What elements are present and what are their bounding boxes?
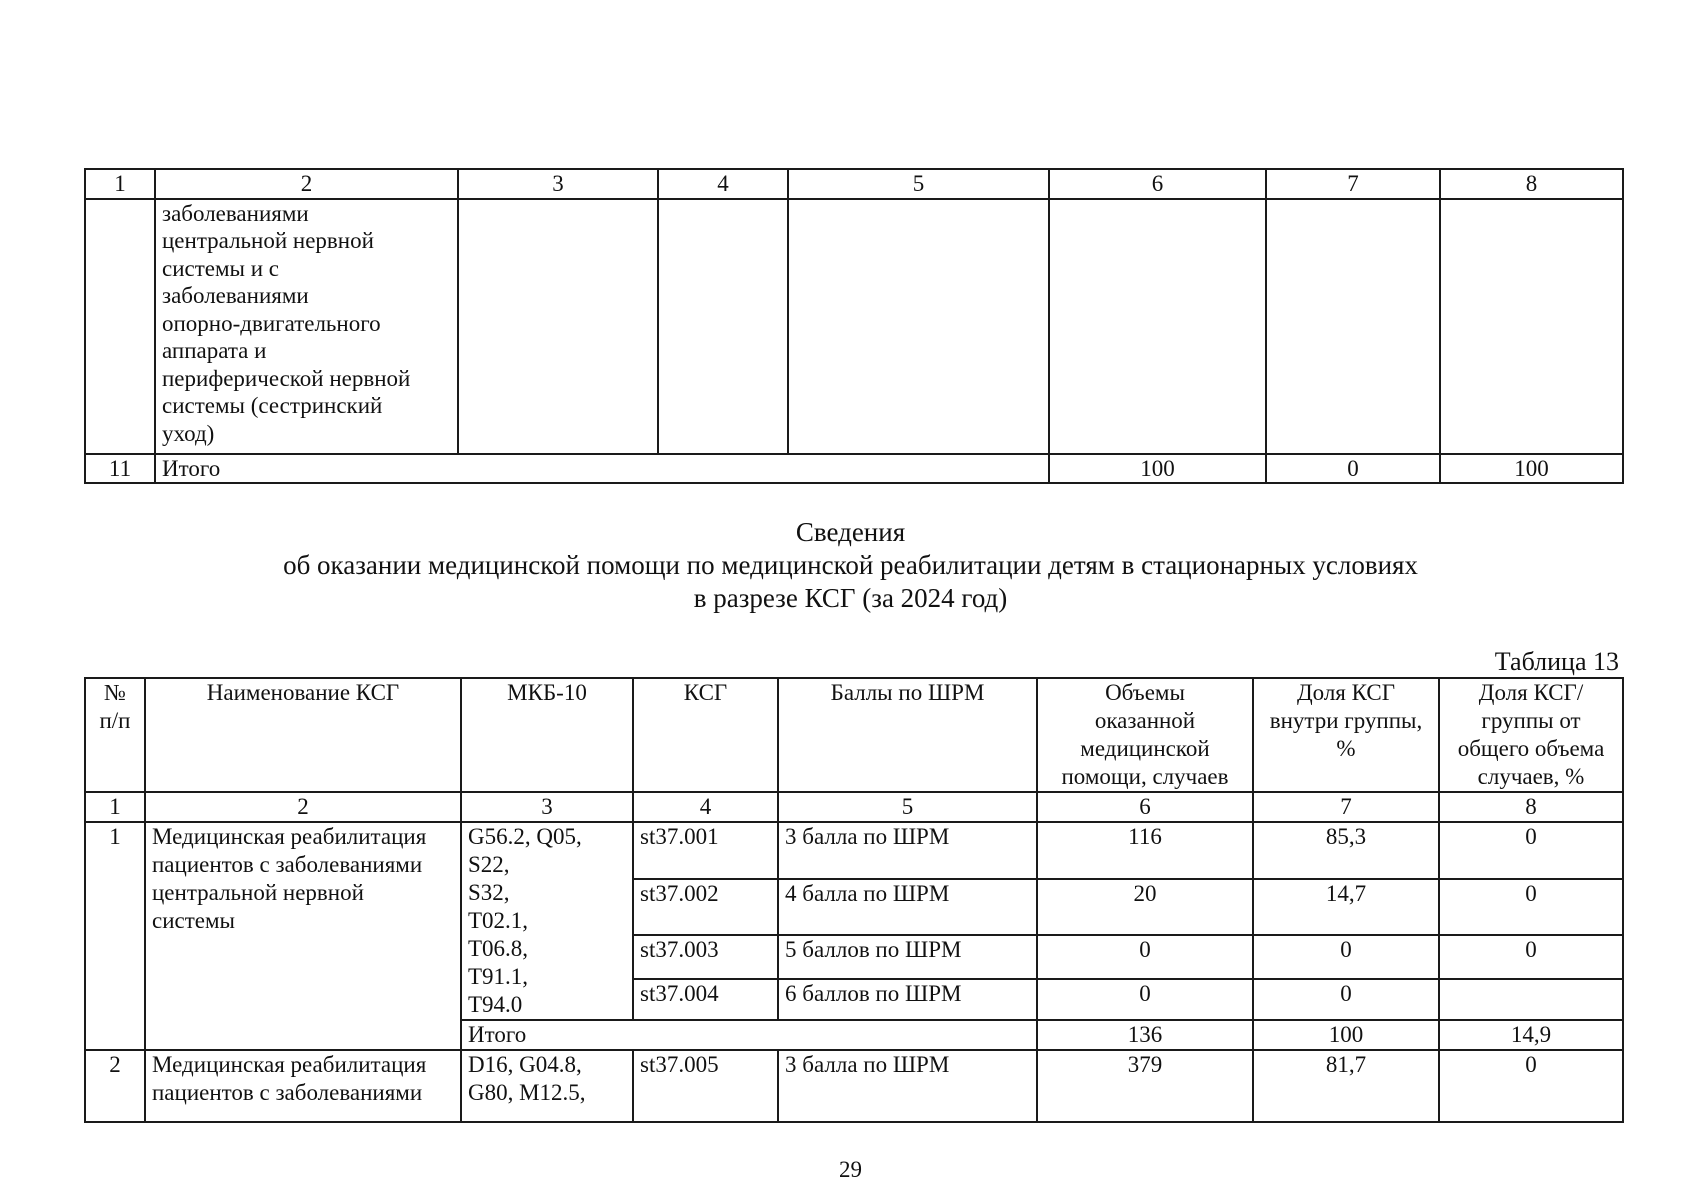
total-row (85, 454, 1623, 484)
column-number: 3 (461, 792, 633, 822)
text-line: T02.1, (468, 908, 529, 933)
text-line: G80, M12.5, (468, 1080, 586, 1105)
empty-cell (1266, 199, 1440, 454)
ksg-code-cell: st37.002 (633, 879, 778, 936)
text-line: T94.0 (468, 992, 523, 1017)
text-line: заболеваниями (162, 283, 309, 308)
text-line: периферической нервной (162, 365, 411, 391)
ksg-name-cell (145, 822, 461, 1050)
shrm-score-cell: 5 баллов по ШРМ (778, 935, 1037, 978)
share-in-group-cell: 0 (1253, 935, 1439, 978)
ksg-name-cell (145, 1050, 461, 1122)
row-number-cell (85, 199, 155, 454)
share-of-total-cell: 0 (1439, 1050, 1623, 1122)
text-line: системы (152, 908, 235, 933)
share-in-group-cell: 81,7 (1253, 1050, 1439, 1122)
header-line: случаев, % (1477, 764, 1585, 789)
header-ksg: КСГ (633, 678, 778, 792)
column-number: 4 (633, 792, 778, 822)
header-line: оказанной (1094, 708, 1196, 733)
column-number: 3 (458, 169, 658, 199)
header-line: Объемы (1105, 680, 1185, 705)
header-number (85, 678, 145, 792)
text-line: системы и с (162, 255, 280, 281)
header-line: внутри группы, (1269, 708, 1423, 733)
total-label: Итого (461, 1020, 1037, 1050)
column-number: 6 (1037, 792, 1253, 822)
ksg-code-cell: st37.005 (633, 1050, 778, 1122)
ksg-code-cell: st37.001 (633, 822, 778, 879)
mkb-codes-cell (461, 822, 633, 1020)
ksg-name-cell (155, 199, 458, 454)
shrm-score-cell: 4 балла по ШРМ (778, 879, 1037, 936)
text-line: системы (сестринский (162, 393, 383, 418)
column-number: 7 (1266, 169, 1440, 199)
table-row (85, 822, 1623, 879)
text-line: опорно-двигательного (162, 310, 381, 336)
header-line: Доля КСГ/ (1478, 680, 1584, 705)
header-share-of-total (1439, 678, 1623, 792)
total-label: Итого (155, 454, 1049, 484)
share-in-group-cell: 0 (1266, 454, 1440, 484)
table-label: Таблица 13 (1494, 647, 1619, 676)
text-line: заболеваниями (162, 200, 309, 226)
text-line: центральной нервной (152, 880, 364, 905)
text-line: T91.1, (468, 964, 529, 989)
header-line: помощи, случаев (1061, 764, 1229, 789)
column-number: 2 (145, 792, 461, 822)
page-number: 29 (839, 1157, 862, 1182)
header-shrm: Баллы по ШРМ (778, 678, 1037, 792)
volume-cell: 100 (1049, 454, 1266, 484)
section-title: Сведения (795, 517, 906, 547)
volume-cell: 116 (1037, 822, 1253, 879)
volume-cell: 20 (1037, 879, 1253, 936)
text-line: S32, (468, 880, 510, 905)
share-in-group-cell: 0 (1253, 979, 1439, 1020)
row-number-cell: 11 (85, 454, 155, 484)
table-row (85, 1050, 1623, 1122)
column-number: 8 (1439, 792, 1623, 822)
text-line: пациентов с заболеваниями (152, 852, 423, 877)
column-number-row (85, 792, 1623, 822)
column-number-row (85, 169, 1623, 199)
column-number: 1 (85, 169, 155, 199)
text-line: D16, G04.8, (468, 1052, 582, 1077)
text-line: пациентов с заболеваниями (152, 1080, 423, 1105)
group-number-cell: 1 (85, 822, 145, 1050)
empty-cell (788, 199, 1049, 454)
column-number: 1 (85, 792, 145, 822)
shrm-score-cell: 3 балла по ШРМ (778, 822, 1037, 879)
column-number: 4 (658, 169, 788, 199)
mkb-codes-cell (461, 1050, 633, 1122)
ksg-code-cell: st37.004 (633, 979, 778, 1020)
share-in-group-cell: 14,7 (1253, 879, 1439, 936)
header-volume (1037, 678, 1253, 792)
table-row (85, 199, 1623, 454)
share-of-total-cell: 0 (1439, 822, 1623, 879)
continuation-table (84, 168, 1624, 484)
section-subtitle: в разрезе КСГ (за 2024 год) (693, 583, 1008, 613)
empty-cell (458, 199, 658, 454)
text-line: G56.2, Q05, (468, 824, 582, 849)
header-ksg-name: Наименование КСГ (145, 678, 461, 792)
header-line: п/п (99, 708, 131, 733)
text-line: аппарата и (162, 338, 267, 363)
share-of-total-cell: 0 (1439, 935, 1623, 978)
header-share-in-group (1253, 678, 1439, 792)
share-of-total-cell: 14,9 (1439, 1020, 1623, 1050)
column-number: 5 (788, 169, 1049, 199)
text-line: S22, (468, 852, 510, 877)
column-number: 8 (1440, 169, 1623, 199)
header-line: % (1336, 736, 1356, 761)
share-in-group-cell: 85,3 (1253, 822, 1439, 879)
shrm-score-cell: 3 балла по ШРМ (778, 1050, 1037, 1122)
column-number: 5 (778, 792, 1037, 822)
text-line: Медицинская реабилитация (152, 824, 427, 849)
share-in-group-cell: 100 (1253, 1020, 1439, 1050)
text-line: уход) (162, 420, 215, 446)
share-of-total-cell: 100 (1440, 454, 1623, 484)
header-mkb: МКБ-10 (461, 678, 633, 792)
text-line: Медицинская реабилитация (152, 1052, 427, 1077)
shrm-score-cell: 6 баллов по ШРМ (778, 979, 1037, 1020)
group-number-cell: 2 (85, 1050, 145, 1122)
table-13 (84, 677, 1624, 1123)
column-number: 7 (1253, 792, 1439, 822)
volume-cell: 0 (1037, 979, 1253, 1020)
empty-cell (658, 199, 788, 454)
header-line: группы от (1481, 708, 1581, 733)
share-of-total-cell (1439, 979, 1623, 1020)
empty-cell (1049, 199, 1266, 454)
empty-cell (1440, 199, 1623, 454)
header-row (85, 678, 1623, 792)
header-line: общего объема (1457, 736, 1605, 761)
volume-cell: 379 (1037, 1050, 1253, 1122)
share-of-total-cell: 0 (1439, 879, 1623, 936)
text-line: центральной нервной (162, 228, 374, 253)
text-line: T06.8, (468, 936, 529, 961)
ksg-code-cell: st37.003 (633, 935, 778, 978)
volume-cell: 136 (1037, 1020, 1253, 1050)
header-line: № (104, 680, 126, 705)
header-line: Доля КСГ (1296, 680, 1396, 705)
header-line: медицинской (1080, 736, 1210, 761)
column-number: 6 (1049, 169, 1266, 199)
volume-cell: 0 (1037, 935, 1253, 978)
section-subtitle: об оказании медицинской помощи по медицинской реабилитации детям в стационарных условиях (283, 550, 1418, 580)
column-number: 2 (155, 169, 458, 199)
